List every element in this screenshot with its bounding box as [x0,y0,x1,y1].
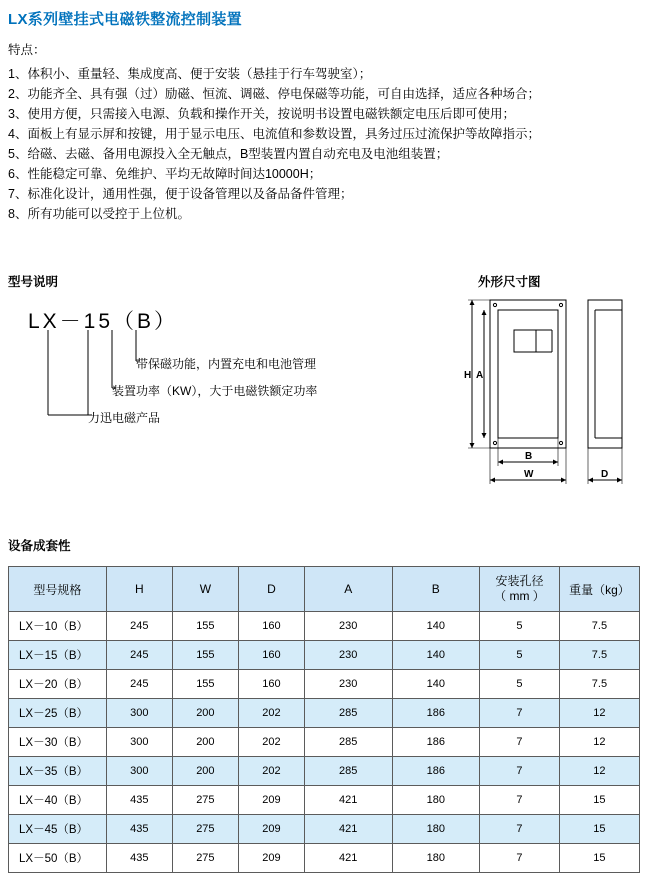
cell-h: 300 [106,699,172,728]
cell-d: 160 [238,641,304,670]
cell-weight: 12 [559,728,639,757]
cell-weight: 7.5 [559,612,639,641]
cell-b: 180 [392,844,480,873]
col-header-d: D [238,567,304,612]
feature-item: 7、标准化设计，通用性强，便于设备管理以及备品备件管理； [8,187,353,201]
svg-text:B: B [525,451,533,462]
cell-model: LX－40（B） [9,786,107,815]
cell-a: 230 [304,670,392,699]
cell-model: LX－45（B） [9,815,107,844]
cell-d: 202 [238,757,304,786]
cell-h: 245 [106,670,172,699]
cell-weight: 7.5 [559,641,639,670]
table-row [9,786,640,815]
feature-item: 5、给磁、去磁、备用电源投入全无触点，B型装置内置自动充电及电池组装置； [8,147,449,161]
cell-a: 421 [304,815,392,844]
table-row [9,670,640,699]
table-row [9,728,640,757]
cell-w: 200 [172,699,238,728]
cell-weight: 15 [559,815,639,844]
cell-a: 421 [304,786,392,815]
spec-table [8,566,640,873]
cell-h: 245 [106,612,172,641]
cell-d: 209 [238,815,304,844]
svg-text:A: A [476,370,484,381]
col-header-mounting-hole-line1: 安装孔径 [495,574,544,588]
col-header-a: A [304,567,392,612]
cell-hole: 7 [480,786,560,815]
cell-model: LX－20（B） [9,670,107,699]
table-header-row [9,567,640,612]
dimension-drawing-heading: 外形尺寸图 [478,275,541,289]
cell-hole: 5 [480,641,560,670]
feature-item: 8、所有功能可以受控于上位机。 [8,207,190,221]
cell-a: 421 [304,844,392,873]
cell-a: 230 [304,612,392,641]
cell-d: 202 [238,699,304,728]
cell-a: 285 [304,699,392,728]
cell-hole: 7 [480,844,560,873]
cell-a: 230 [304,641,392,670]
cell-weight: 15 [559,844,639,873]
feature-item: 4、面板上有显示屏和按键，用于显示电压、电流值和参数设置，具务过压过流保护等故障指示； [8,127,540,141]
cell-w: 275 [172,815,238,844]
cell-h: 245 [106,641,172,670]
cell-model: LX－35（B） [9,757,107,786]
cell-model: LX－25（B） [9,699,107,728]
cell-h: 435 [106,786,172,815]
col-header-model: 型号规格 [9,567,107,612]
cell-hole: 7 [480,728,560,757]
cell-w: 155 [172,612,238,641]
cell-b: 140 [392,641,480,670]
cell-d: 160 [238,612,304,641]
cell-model: LX－15（B） [9,641,107,670]
cell-h: 300 [106,757,172,786]
cell-model: LX－10（B） [9,612,107,641]
model-code-text: LX－15（B） [28,310,179,333]
cell-h: 435 [106,844,172,873]
cell-weight: 15 [559,786,639,815]
svg-text:H: H [464,370,472,381]
cell-d: 209 [238,786,304,815]
cell-weight: 7.5 [559,670,639,699]
table-row [9,641,640,670]
cell-b: 180 [392,815,480,844]
cell-a: 285 [304,757,392,786]
col-header-mounting-hole-line2: （ mm ） [494,589,545,603]
model-code-note: 带保磁功能，内置充电和电池管理 [136,357,317,371]
features-block [8,40,638,224]
cell-a: 285 [304,728,392,757]
cell-weight: 12 [559,757,639,786]
table-row [9,699,640,728]
model-code-leader-lines [0,300,460,450]
spec-table-heading: 设备成套性 [8,539,71,553]
features-heading: 特点： [8,43,46,57]
cell-h: 300 [106,728,172,757]
cell-hole: 7 [480,699,560,728]
table-row [9,757,640,786]
cell-b: 140 [392,612,480,641]
cell-weight: 12 [559,699,639,728]
model-explanation-heading: 型号说明 [8,275,59,289]
feature-item: 2、功能齐全、具有强（过）励磁、恒流、调磁、停电保磁等功能，可自由选择，适应各种场合； [8,87,540,101]
cell-hole: 7 [480,815,560,844]
cell-w: 200 [172,728,238,757]
svg-text:W: W [524,469,534,480]
cell-w: 155 [172,670,238,699]
feature-item: 1、体积小、重量轻、集成度高、便于安装（悬挂于行车驾驶室）； [8,67,372,81]
col-header-weight: 重量（kg） [559,567,639,612]
cell-w: 155 [172,641,238,670]
cell-b: 186 [392,757,480,786]
table-row [9,844,640,873]
col-header-h: H [106,567,172,612]
cell-d: 202 [238,728,304,757]
feature-item: 6、性能稳定可靠、免维护、平均无故障时间达10000H； [8,167,322,181]
cell-w: 275 [172,844,238,873]
svg-text:D: D [601,469,609,480]
col-header-b: B [392,567,480,612]
cell-b: 186 [392,699,480,728]
cell-b: 180 [392,786,480,815]
cell-h: 435 [106,815,172,844]
col-header-w: W [172,567,238,612]
dimension-drawing [462,288,642,498]
cell-hole: 7 [480,757,560,786]
model-code-note: 力迅电磁产品 [88,411,161,425]
cell-b: 186 [392,728,480,757]
cell-w: 200 [172,757,238,786]
model-code-note: 装置功率（KW），大于电磁铁额定功率 [112,384,318,398]
cell-model: LX－30（B） [9,728,107,757]
col-header-mounting-hole [480,567,560,612]
cell-w: 275 [172,786,238,815]
cell-hole: 5 [480,612,560,641]
table-row [9,612,640,641]
feature-item: 3、使用方便，只需接入电源、负载和操作开关，按说明书设置电磁铁额定电压后即可使用； [8,107,515,121]
cell-model: LX－50（B） [9,844,107,873]
cell-hole: 5 [480,670,560,699]
table-row [9,815,640,844]
cell-d: 209 [238,844,304,873]
cell-d: 160 [238,670,304,699]
cell-b: 140 [392,670,480,699]
page-title: LX系列壁挂式电磁铁整流控制装置 [8,11,242,28]
